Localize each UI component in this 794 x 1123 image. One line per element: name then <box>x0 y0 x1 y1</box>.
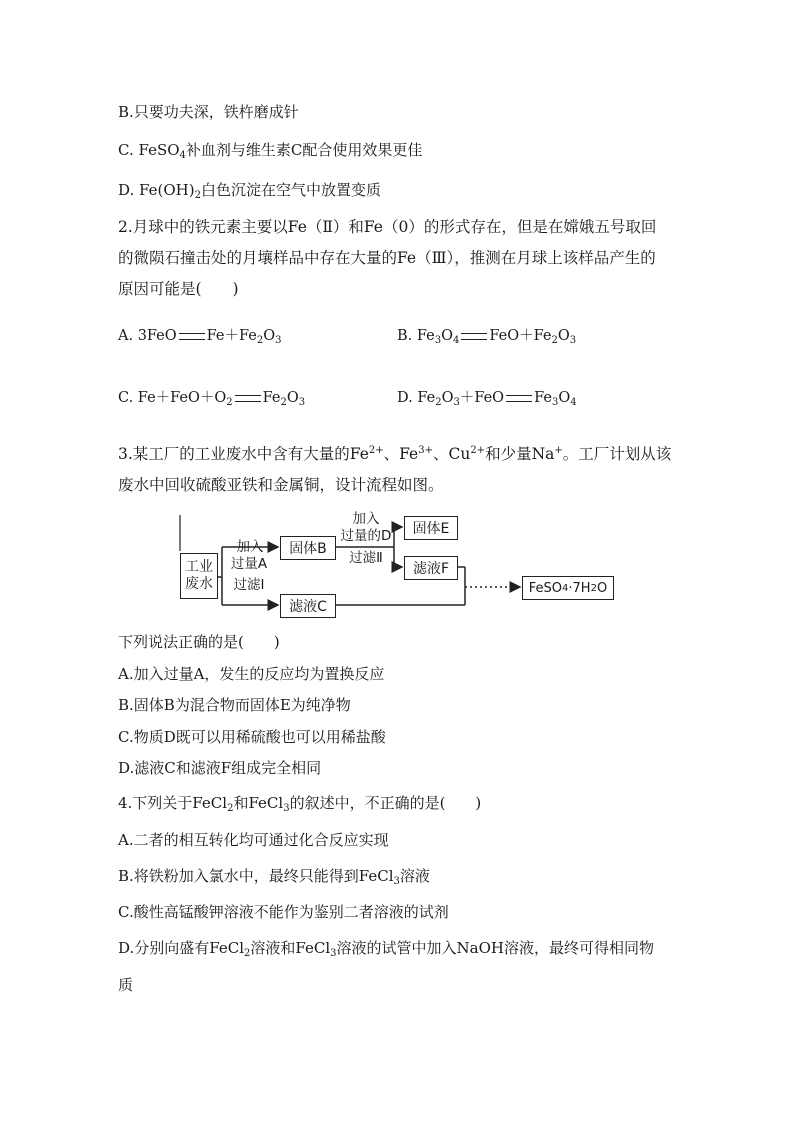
text: D. Fe(OH) <box>118 181 195 199</box>
equals-sign <box>179 333 205 340</box>
text: B.将铁粉加入氯水中，最终只能得到FeCl <box>118 867 394 885</box>
q2-option-d <box>397 388 577 413</box>
text: 溶液的试管中加入NaOH溶液，最终可得相同物 <box>336 939 654 957</box>
subscript: 3 <box>393 876 400 887</box>
subscript: 2 <box>256 335 264 346</box>
text: Fe <box>534 390 552 406</box>
text: D.分别向盛有FeCl <box>118 939 244 957</box>
superscript: 2+ <box>368 445 384 456</box>
subscript: 3 <box>551 397 559 408</box>
subscript: 3 <box>434 335 442 346</box>
q3-option-d: D.滤液C和滤液F组成完全相同 <box>118 759 322 777</box>
q4-option-b <box>118 866 430 892</box>
subscript: 3 <box>453 397 460 408</box>
filter-1-label: 过滤Ⅰ <box>233 577 265 593</box>
q1-option-b: B.只要功夫深，铁杵磨成针 <box>118 103 299 121</box>
superscript: 2+ <box>470 445 486 456</box>
subscript: 2 <box>244 948 251 959</box>
text: 溶液和FeCl <box>250 939 331 957</box>
text: O <box>557 328 570 344</box>
equals-sign <box>506 395 532 402</box>
text: 溶液 <box>399 867 430 885</box>
text: FeSO <box>528 580 563 596</box>
q2-option-a <box>118 326 282 351</box>
add-d-label: 加入 <box>352 511 380 527</box>
filter-2-label: 过滤Ⅱ <box>349 550 383 566</box>
text: 。工厂计划从该 <box>562 445 672 463</box>
q4-option-d <box>118 938 654 964</box>
subscript: 3 <box>330 948 337 959</box>
q3-option-a: A.加入过量A，发生的反应均为置换反应 <box>118 665 385 683</box>
q3-option-c: C.物质D既可以用稀硫酸也可以用稀盐酸 <box>118 728 386 746</box>
superscript: + <box>554 445 563 456</box>
q2-option-b <box>397 326 576 351</box>
text: O <box>596 580 608 596</box>
solid-e-box: 固体E <box>404 516 458 540</box>
filtrate-f-box: 滤液F <box>404 556 458 580</box>
process-flowchart <box>170 505 620 625</box>
text: Fe <box>262 390 281 406</box>
filtrate-c-box: 滤液C <box>280 594 336 618</box>
q4-option-c: C.酸性高锰酸钾溶液不能作为鉴别二者溶液的试剂 <box>118 903 449 921</box>
text: FeO＋Fe <box>489 328 552 344</box>
text: O <box>441 390 454 406</box>
text: ＋FeO <box>459 390 505 406</box>
text: C. FeSO <box>118 141 180 159</box>
text: D. Fe <box>397 390 436 406</box>
excess-d-label: 过量的D <box>340 528 392 544</box>
subscript: 2 <box>194 190 201 201</box>
subscript: 2 <box>280 397 287 408</box>
text: 补血剂与维生素C配合使用效果更佳 <box>185 141 423 159</box>
text: B. Fe <box>397 328 435 344</box>
excess-a-label: 过量A <box>230 556 268 572</box>
subscript: 2 <box>227 803 234 814</box>
q3-option-b: B.固体B为混合物而固体E为纯净物 <box>118 696 351 714</box>
subscript: 2 <box>226 397 233 408</box>
q1-option-c <box>118 140 422 166</box>
q2-option-c <box>118 388 305 413</box>
subscript: 2 <box>551 335 558 346</box>
subscript: 3 <box>275 335 282 346</box>
q2-stem-line1: 2.月球中的铁元素主要以Fe（Ⅱ）和Fe（0）的形式存在，但是在嫦娥五号取回 <box>118 218 657 236</box>
subscript: 3 <box>298 397 306 408</box>
text: 白色沉淀在空气中放置变质 <box>200 181 381 199</box>
q4-stem <box>118 793 481 819</box>
equals-sign <box>461 333 487 340</box>
subscript: 4 <box>453 335 460 346</box>
q1-option-d <box>118 180 381 206</box>
text: O <box>558 390 571 406</box>
solid-b-box: 固体B <box>280 536 336 560</box>
q4-option-a: A.二者的相互转化均可通过化合反应实现 <box>118 831 389 849</box>
text: 、Cu <box>432 445 471 463</box>
subscript: 3 <box>569 335 577 346</box>
text: 3.某工厂的工业废水中含有大量的Fe <box>118 445 369 463</box>
industrial-wastewater-box: 工业 废水 <box>180 553 218 599</box>
text: Fe＋Fe <box>206 328 257 344</box>
subscript: 4 <box>179 150 186 161</box>
subscript: 4 <box>570 397 577 408</box>
text: 和FeCl <box>233 794 284 812</box>
text: 4.下列关于FeCl <box>118 794 228 812</box>
text: 、Fe <box>383 445 419 463</box>
subscript: 2 <box>435 397 442 408</box>
q2-stem-line3: 原因可能是( ) <box>118 280 239 298</box>
text: 的叙述中，不正确的是( ) <box>289 794 482 812</box>
subscript: 2 <box>590 582 597 594</box>
text: O <box>286 390 299 406</box>
q3-stem-line2: 废水中回收硫酸亚铁和金属铜，设计流程如图。 <box>118 476 444 494</box>
text: A. 3FeO <box>118 328 177 344</box>
q4-option-d-line2: 质 <box>118 976 134 994</box>
subscript: 3 <box>283 803 290 814</box>
q3-question: 下列说法正确的是( ) <box>118 633 280 651</box>
q2-stem-line2: 的微陨石撞击处的月壤样品中存在大量的Fe（Ⅲ），推测在月球上该样品产生的 <box>118 249 656 267</box>
equals-sign <box>235 395 261 402</box>
superscript: 3+ <box>418 445 433 456</box>
text: O <box>263 328 276 344</box>
text: C. Fe＋FeO＋O <box>118 390 227 406</box>
text: O <box>441 328 453 344</box>
q3-stem-line1 <box>118 441 671 464</box>
add-label: 加入 <box>236 539 264 555</box>
feso4-product-box <box>522 576 614 600</box>
subscript: 4 <box>562 582 569 594</box>
text: 和少量Na <box>485 445 555 463</box>
text: ·7H <box>568 580 591 596</box>
